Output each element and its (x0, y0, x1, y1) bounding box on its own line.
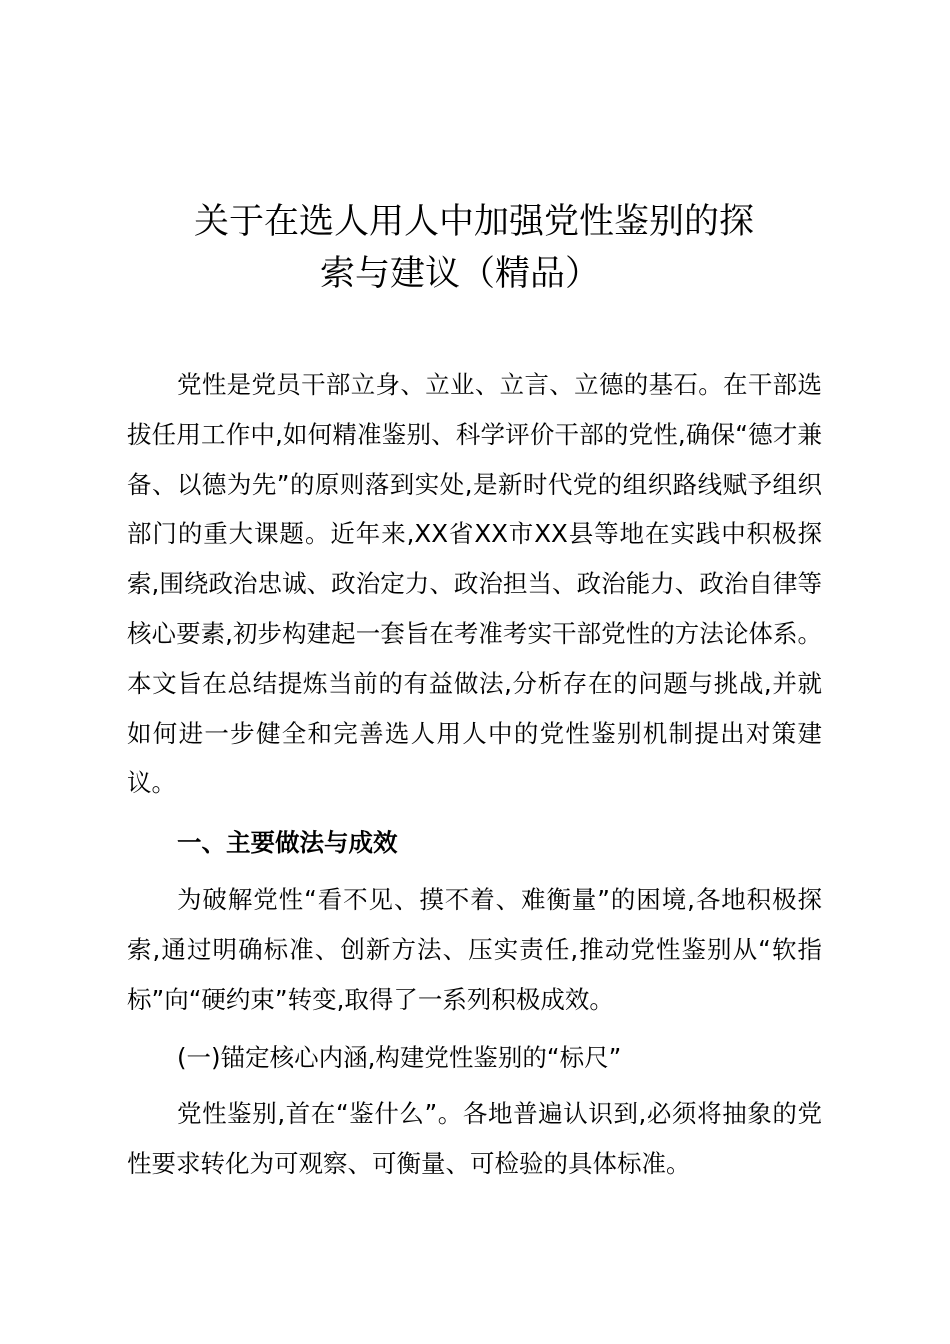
title-line-1: 关于在选人用人中加强党性鉴别的探 (194, 202, 755, 242)
document-title (180, 196, 830, 300)
subsection-heading-1: (一)锚定核心内涵,构建党性鉴别的“标尺” (177, 1043, 622, 1072)
subsection-1-paragraph: 党性鉴别,首在“鉴什么”。各地普遍认识到,必须将抽象的党性要求转化为可观察、可衡量、可检验的具体标准。 (127, 1099, 822, 1178)
section-heading-1: 一、主要做法与成效 (177, 828, 398, 857)
intro-paragraph: 党性是党员干部立身、立业、立言、立德的基石。在干部选拔任用工作中,如何精准鉴别、科学评价干部的党性,确保“德才兼备、以德为先”的原则落到实处,是新时代党的组织路线赋予组织部门的重大课题。近年来,XX省XX市XX县等地在实践中积极探索,围绕政治忠诚、政治定力、政治担当、政治能力、政治自律等核心要素,初步构建起一套旨在考准考实干部党性的方法论体系。本文旨在总结提炼当前的有益做法,分析存在的问题与挑战,并就如何进一步健全和完善选人用人中的党性鉴别机制提出对策建议。 (127, 370, 822, 798)
title-line-2: 索与建议（精品） (320, 254, 601, 294)
section-1-paragraph: 为破解党性“看不见、摸不着、难衡量”的困境,各地积极探索,通过明确标准、创新方法、压实责任,推动党性鉴别从“软指标”向“硬约束”转变,取得了一系列积极成效。 (127, 885, 822, 1014)
